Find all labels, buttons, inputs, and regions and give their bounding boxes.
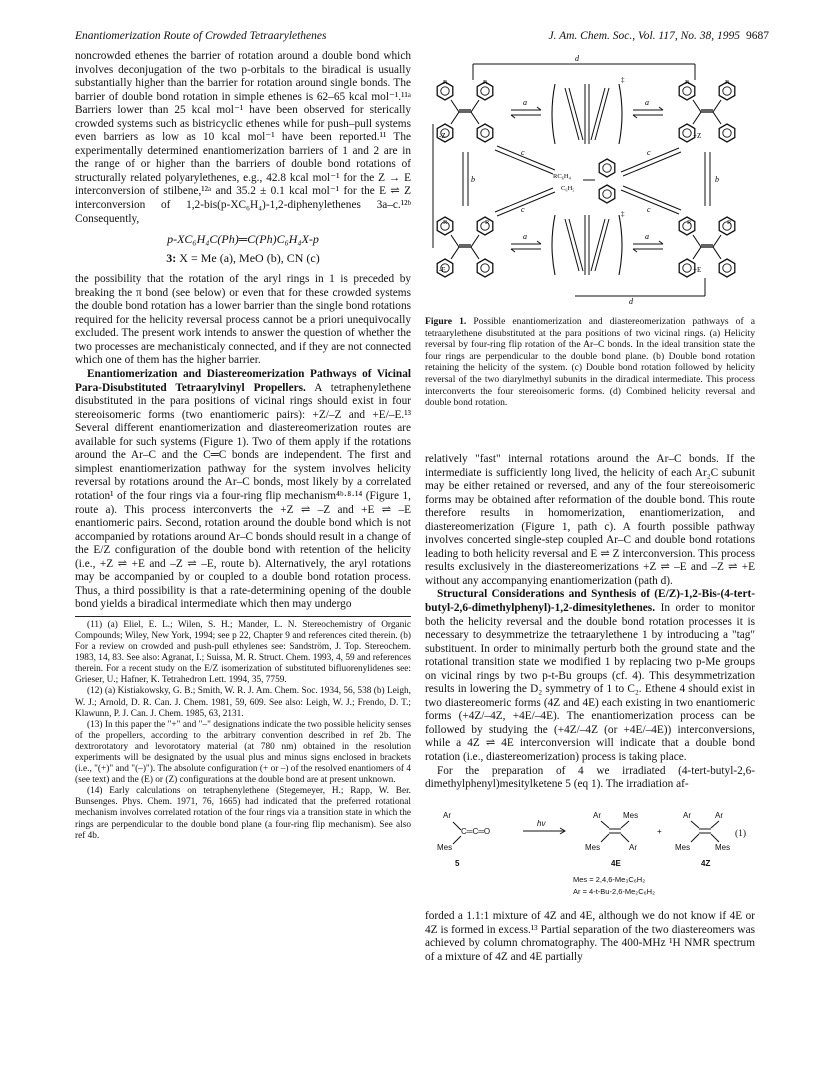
label-a-4: a <box>645 232 649 241</box>
footnote-13: (13) In this paper the "+" and "–" designations indicate the two possible helicity senses of the propellers, according to the arbitrary convention described in ref 2b. The dextrorotatory and levorotatory material (at 780 nm) obtained in the resolution experiments will be designated by the usual plus and minus signs enclosed in brackets (i.e., "(+)" and "(–)"). The absolute configuration (+ or –) of the resolved enantiomers of 4 (see text) and the (E) or (Z) configurations at the double bond are at present unknown. <box>75 719 411 786</box>
molecule-plus-e <box>679 217 735 277</box>
right-paragraph-4: forded a 1.1:1 mixture of 4Z and 4E, although we do not know if 4E or 4Z is formed in excess.¹³ Partial separation of the two diastereomers was achieved by column chromatography. The 400-MHz ¹H NMR spectrum of a mixture of 4Z and 4E partially <box>425 910 755 963</box>
caption-label: Figure 1. <box>425 316 467 327</box>
e-ar-1: Ar <box>593 810 601 820</box>
mes-definition: Mes = 2,4,6-Me₃C₆H₂ <box>573 874 646 884</box>
label-a-3: a <box>523 232 527 241</box>
section-heading-2: Structural Considerations and Synthesis of (E/Z)-1,2-Bis-(4-tert-butyl-2,6-dimethylphenyl)-1,2-dimesitylethenes. <box>425 588 755 615</box>
compound-4e: 4E <box>611 858 621 868</box>
label-b-1: b <box>471 175 475 184</box>
label-r-2: R <box>483 79 488 86</box>
page-number: 9687 <box>746 30 769 42</box>
label-plus-z: +Z <box>693 132 702 140</box>
center-substituent-1: RC₆H₄ <box>553 173 571 180</box>
ar-definition: Ar = 4-t-Bu-2,6-Me₂C₆H₂ <box>573 886 655 896</box>
e-ar-2: Ar <box>629 842 637 852</box>
footnote-11: (11) (a) Eliel, E. L.; Wilen, S. H.; Mander, L. N. Stereochemistry of Organic Compounds; Wiley, New York, 1994; see p 22, Chapter 9 and references cited therein. (b) For a review on crowded and push-pull ethylenes see: Sandström, J. Top. Stereochem. 1983, 14, 83. See also: Agranat, I.; Suissa, M. R. Struct. Chem. 1993, 4, 59 and references therein. For a recent study on the E/Z isomerization of substituted bifluorenylidenes see: Grieser, U.; Hafner, K. Tetrahedron Lett. 1994, 35, 7759. <box>75 619 411 686</box>
label-ddagger-bottom: ‡ <box>621 210 625 218</box>
paragraph-3 <box>75 368 411 612</box>
footnote-14: (14) Early calculations on tetraphenylethene (Stegemeyer, H.; Rapp, W. Ber. Bunsenges. Phys. Chem. 1971, 76, 1665) had indicated that the preferred rotational mechanism involves correlated rotation of the four rings via a transition state in which the rings are perpendicular to the double bond plane (a four-ring flip mechanism). See also ref 4b. <box>75 786 411 841</box>
label-r-5: R <box>443 219 448 226</box>
transition-state-top <box>552 84 622 144</box>
label-minus-z: -Z <box>439 132 446 140</box>
right-paragraph-2 <box>425 588 755 764</box>
compound-definition: X = Me (a), MeO (b), CN (c) <box>179 250 320 265</box>
plus-sign: + <box>657 826 662 836</box>
section-heading: Enantiomerization and Diastereomerization Pathways of Vicinal Para-Disubstituted Tetraarylvinyl Propellers. <box>75 368 411 394</box>
caption-text: Possible enantiomerization and diastereomerization pathways of a tetraarylethene disubstituted at the para positions of two vicinal rings. (a) Helicity reversal by four-ring flip rotation of the Ar–C bonds. In the ideal transition state the four rings are perpendicular to the double bond plane. (b) Double bond rotation retaining the helicity of the system. (c) Double bond rotation followed by helicity reversal of the two diarylmethyl subunits in the diradical intermediate. This process interconverts the four stereoisomeric forms. (d) Combined helicity reversal and double bond rotation. <box>425 316 755 409</box>
equation-3-definition <box>75 252 411 266</box>
figure-1-caption <box>425 316 755 409</box>
right-column <box>425 453 755 964</box>
label-r-6: R <box>485 219 490 226</box>
running-title: Enantiomerization Route of Crowded Tetraarylethenes <box>75 30 327 42</box>
footnote-12: (12) (a) Kistiakowsky, G. B.; Smith, W. R. J. Am. Chem. Soc. 1934, 56, 538 (b) Leigh, W. J.; Arnold, D. R. Can. J. Chem. 1981, 59, 609. See also: Leigh, W. J.; Frendo, D. T.; Klawunn, P. J. Can. J. Chem. 1985, 63, 2131. <box>75 686 411 719</box>
label-r-8: R <box>727 219 732 226</box>
label-r-4: R <box>725 79 730 86</box>
ketene-mes: Mes <box>437 842 453 852</box>
label-a-2: a <box>645 98 649 107</box>
label-minus-e: -E <box>439 266 446 274</box>
z-ar-1: Ar <box>683 810 691 820</box>
ketene-core: C═C═O <box>461 826 491 836</box>
label-c-2: c <box>647 148 651 157</box>
compound-5: 5 <box>455 858 460 868</box>
label-r-3: R <box>685 79 690 86</box>
label-d-top: d <box>575 54 579 63</box>
label-a-1: a <box>523 98 527 107</box>
label-c-4: c <box>647 205 651 214</box>
z-mes-1: Mes <box>675 842 691 852</box>
biradical-intermediate <box>583 159 615 203</box>
label-b-2: b <box>715 175 719 184</box>
equation-3-formula: p-XC₆H₄C(Ph)═C(Ph)C₆H₄X-p <box>167 232 319 247</box>
label-c-3: c <box>521 205 525 214</box>
compound-number: 3: <box>166 250 177 265</box>
reaction-scheme-eq1 <box>425 800 755 904</box>
paragraph-3-text: A tetraphenylethene disubstituted in the para positions of vicinal rings should exist in four stereoisomeric forms (two enantiomeric pairs): +Z/–Z and +E/–E.¹³ Several different enantiomerization and diastereomerization routes are available for such systems (Figure 1). Two of them apply if the rotations around the Ar–C and the C═C bonds are independent. The first and simplest enantiomerization pathway for the system involves helicity reversal by rotations around the Ar–C bonds, most likely by a correlated rotation¹ of the four rings via a four-ring flip mechanism⁴ᵇ·⁸·¹⁴ (Figure 1, route a). This process interconverts the +Z ⇌ –Z and +E ⇌ –E enantiomeric pairs. Second, rotation around the double bond which is not accompanied by rotations around Ar–C bonds should result in a change of the E/Z configuration of the double bond with retention of the helicity (i.e., +Z ⇌ +E and –Z ⇌ –E, route b). Alternatively, the aryl rotations may be accompanied by or coupled to a double bond rotation process. Thus, a third possibility is that a rate-determining opening of the double bond yields a biradical intermediate which then may undergo <box>75 381 411 611</box>
label-plus-e: +E <box>693 266 702 274</box>
label-c-1: c <box>521 148 525 157</box>
label-r-7: R <box>687 219 692 226</box>
compound-4z: 4Z <box>701 858 711 868</box>
left-column <box>75 50 411 842</box>
hv-label: hν <box>537 818 546 828</box>
footnotes <box>75 616 411 842</box>
center-substituent-2: C₆H₅ <box>561 185 575 192</box>
right-paragraph-1: relatively "fast" internal rotations around the Ar–C bonds. If the intermediate is sufficiently long lived, the helicity of each Ar₂C subunit may be either retained or reversed, and any of the four stereoisomeric forms may be obtained after reformation of the double bond. This route therefore results in homomerization, enantiomerization, and diastereomerization (Figure 1, path c). A fourth possible pathway involves concerted single-step coupled Ar–C and double bond rotations leading to both helicity reversal and E ⇌ Z interconversion. This process results exclusively in the diastereomerizations +Z ⇌ –E and –Z ⇌ +E without any accompanying enantiomerization (path d). <box>425 453 755 587</box>
paragraph-2: the possibility that the rotation of the aryl rings in 1 is preceded by breaking the π bond (see below) or even that for these crowded systems the double bond rotation has a lower barrier than the single bond rotations required for the helicity reversal process cannot be a priori unequivocally excluded. The present work intends to answer the question of whether the two processes are mechanisticaly connected, and if they are not connected which one of them has the higher barrier. <box>75 273 411 367</box>
label-d-bottom: d <box>629 297 633 306</box>
label-r-1: R <box>443 79 448 86</box>
journal-name: J. Am. Chem. Soc., Vol. 117, No. 38, 1995 <box>548 30 740 42</box>
paragraph-1: noncrowded ethenes the barrier of rotation around a double bond which involves deconjugation of the two p-orbitals to the biradical is usually substantially higher than the barrier for rotation around single bonds. The barrier of double bond rotation in simple ethenes is 62–65 kcal mol⁻¹.¹¹ᵃ Barriers lower than 25 kcal mol⁻¹ have been observed for sterically crowded systems such as bistricyclic ethenes while for push–pull systems even barriers as low as 10 kcal mol⁻¹ have been reported.¹¹ The experimentally determined enantiomerization barriers of 1 and 2 are in the range of or higher than the barriers of double bond rotations of structurally related polyarylethenes, e.g., 42.8 kcal mol⁻¹ for the Z → E interconversion of stilbene,¹²ᵃ and 35.2 ± 0.1 kcal mol⁻¹ for the E ⇌ Z interconversion of 1,2-bis(p-XC₆H₄)-1,2-diphenylethenes 3a–c.¹²ᵇ Consequently, <box>75 50 411 225</box>
journal-citation <box>548 30 769 42</box>
molecule-minus-z <box>679 82 735 142</box>
ketene-ar: Ar <box>443 810 451 820</box>
z-ar-2: Ar <box>715 810 723 820</box>
transition-state-bottom <box>552 215 622 275</box>
label-ddagger-top: ‡ <box>621 76 625 84</box>
equation-number: (1) <box>735 828 747 839</box>
e-mes-2: Mes <box>585 842 601 852</box>
right-paragraph-2-text: In order to monitor both the helicity reversal and the double bond rotation processes it is necessary to desymmetrize the tetraarylethene 1 by introducing a "tag" substituent. In order to minimally perturb both the ground state and the rotational transition state we modified 1 by replacing two p-Me groups on vicinal rings by two p-t-Bu groups (cf. 4). This desymmetrization results in lowering the D₂ symmetry of 1 to C₂. Ethene 4 should exist in two diastereomeric forms (4Z and 4E) each existing in two enantiomeric forms (+4Z/–4Z, +4E/–4E). The enantiomerization process can be followed by studying the (+4Z/–4Z (or +4E/–4E)) interconversions, while a 4Z ⇌ 4E interconversion will indicate that a double bond rotation (i.e., diastereomerization) process is taking place. <box>425 602 755 764</box>
e-mes-1: Mes <box>623 810 639 820</box>
figure-1-diagram <box>425 52 753 306</box>
right-paragraph-3: For the preparation of 4 we irradiated (4-tert-butyl-2,6-dimethylphenyl)mesitylketene 5 (eq 1). The irradiation af- <box>425 764 755 791</box>
z-mes-2: Mes <box>715 842 731 852</box>
